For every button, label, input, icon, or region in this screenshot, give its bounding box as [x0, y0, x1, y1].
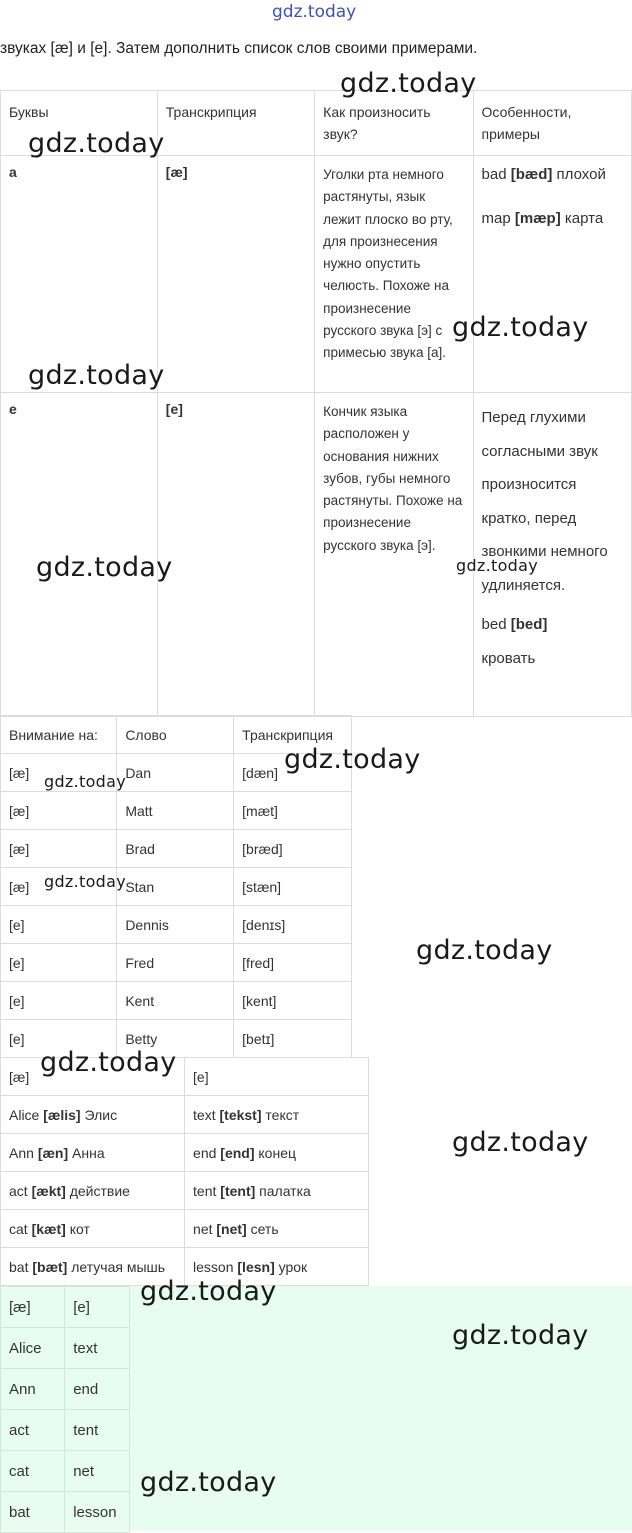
table-cell: net [193, 1220, 213, 1237]
watermark: gdz.today [28, 128, 165, 159]
row-letter: a [9, 164, 17, 180]
row-examples [474, 156, 631, 238]
header-word: Слово [125, 726, 167, 743]
table-cell: сеть [250, 1220, 279, 1237]
table-cell: кот [69, 1220, 90, 1237]
table-cell: Dennis [125, 916, 169, 933]
table-cell: Matt [125, 802, 153, 819]
table-cell: [æ] [9, 764, 30, 781]
watermark: gdz.today [40, 1047, 177, 1078]
watermark: gdz.today [140, 1467, 277, 1498]
header-transcription: Транскрипция [242, 726, 333, 743]
header-e: [e] [73, 1298, 90, 1316]
table-cell: конец [258, 1144, 296, 1161]
table-cell: летучая мышь [71, 1258, 166, 1275]
table-cell: act [9, 1421, 30, 1439]
table-row [1, 830, 352, 868]
row-description: Кончик языка расположен у основания нижних зубов, губы немного растянуты. Похоже на произнесение русского звука [э]. [323, 404, 463, 553]
example-line [482, 608, 623, 642]
row-letter: e [9, 401, 17, 417]
watermark: gdz.today [416, 935, 553, 966]
top-watermark: gdz.today [272, 2, 357, 22]
example-line [482, 158, 623, 192]
table-cell: урок [278, 1258, 308, 1275]
watermark: gdz.today [456, 556, 538, 575]
table-cell: [denɪs] [242, 916, 286, 933]
example-line [482, 202, 623, 236]
table-cell: [mæt] [242, 802, 278, 819]
table-cell: text [193, 1106, 216, 1123]
table-cell: [stæn] [242, 878, 282, 895]
header-attention: Внимание на: [9, 726, 98, 743]
watermark: gdz.today [452, 1127, 589, 1158]
table-row [1, 1451, 130, 1492]
examples-table [0, 1057, 369, 1286]
header-ae: [æ] [9, 1068, 30, 1085]
table-cell: палатка [259, 1182, 311, 1199]
words-table [0, 1286, 130, 1533]
table-cell: Stan [125, 878, 155, 895]
watermark: gdz.today [36, 552, 173, 583]
table-cell: [e] [9, 992, 25, 1009]
table-cell: [e] [9, 1030, 25, 1047]
row-features [474, 393, 631, 683]
table-cell: [ælis] [43, 1106, 81, 1123]
features-text: Перед глухими согласными звук произносится кратко, перед звонкими немного удлиняется. [481, 409, 608, 594]
table-cell: [e] [9, 954, 25, 971]
header-features: Особенности, примеры [481, 104, 572, 142]
row-transcription: [æ] [165, 164, 188, 180]
table-row [1, 1328, 130, 1369]
table-row [1, 1096, 369, 1134]
table-cell: act [9, 1182, 28, 1199]
table-row [1, 1134, 369, 1172]
table-cell: [end] [220, 1144, 255, 1161]
table-cell: [bæd] [510, 166, 553, 183]
table-cell: bat [9, 1503, 30, 1521]
table-row [1, 156, 632, 393]
header-ae: [æ] [9, 1298, 31, 1316]
example-meaning: кровать [481, 649, 536, 667]
table-cell: net [73, 1462, 95, 1480]
watermark: gdz.today [28, 360, 165, 391]
table-cell: [bræd] [242, 840, 283, 857]
table-cell: Анна [72, 1144, 105, 1161]
watermark: gdz.today [340, 68, 477, 99]
watermark: gdz.today [284, 744, 421, 775]
table-header-row [1, 1287, 130, 1328]
table-row [1, 982, 352, 1020]
table-row [1, 906, 352, 944]
table-cell: [dæn] [242, 764, 278, 781]
table-cell: [kent] [242, 992, 277, 1009]
header-letters: Буквы [9, 104, 49, 120]
table-row [1, 944, 352, 982]
table-cell: [æ] [9, 878, 30, 895]
table-cell: bat [9, 1258, 29, 1275]
intro-text: звуках [æ] и [e]. Затем дополнить список слов своими примерами. [0, 40, 478, 57]
table-cell: [net] [216, 1220, 247, 1237]
table-row [1, 1492, 130, 1533]
table-cell: [æ] [9, 802, 30, 819]
table-cell: [bed] [510, 616, 548, 633]
table-cell: [lesn] [237, 1258, 275, 1275]
header-transcription: Транскрипция [165, 104, 257, 120]
table-cell: плохой [556, 166, 606, 183]
table-cell: bad [481, 166, 507, 183]
table-cell: Kent [125, 992, 155, 1009]
table-cell: end [193, 1144, 217, 1161]
table-cell: Fred [125, 954, 155, 971]
table-cell: [mæp] [514, 210, 561, 227]
watermark: gdz.today [452, 1320, 589, 1351]
table-cell: [ækt] [31, 1182, 66, 1199]
header-e: [e] [193, 1068, 209, 1085]
table-cell: [kæt] [31, 1220, 66, 1237]
table-cell: lesson [193, 1258, 234, 1275]
table-cell: [fred] [242, 954, 275, 971]
table-cell: [bæt] [32, 1258, 68, 1275]
table-cell: tent [73, 1421, 99, 1439]
table-cell: map [481, 210, 511, 227]
table-cell: tent [193, 1182, 217, 1199]
header-pronounce: Как произносить звук? [323, 104, 431, 142]
table-cell: Alice [9, 1106, 40, 1123]
watermark: gdz.today [140, 1276, 277, 1307]
table-cell: lesson [73, 1503, 117, 1521]
watermark: gdz.today [452, 312, 589, 343]
table-row [1, 792, 352, 830]
table-cell: [betɪ] [242, 1030, 275, 1047]
table-row [1, 1172, 369, 1210]
table-cell: [tekst] [219, 1106, 262, 1123]
table-cell: Ann [9, 1380, 36, 1398]
table-cell: cat [9, 1462, 30, 1480]
table-cell: карта [564, 210, 604, 227]
watermark: gdz.today [44, 872, 126, 891]
table-cell: Alice [9, 1339, 42, 1357]
watermark: gdz.today [44, 772, 126, 791]
table-cell: bed [481, 616, 507, 633]
row-description: Уголки рта немного растянуты, язык лежит плоско во рту, для произнесения нужно опустить челюсть. Похоже на произнесение русского звука [э] с примесью звука [а]. [323, 167, 453, 361]
table-cell: Ann [9, 1144, 34, 1161]
sounds-table [0, 90, 632, 717]
table-cell: end [73, 1380, 99, 1398]
table-cell: текст [265, 1106, 300, 1123]
table-cell: [e] [9, 916, 25, 933]
table-cell: Betty [125, 1030, 158, 1047]
table-cell: действие [69, 1182, 130, 1199]
table-cell: text [73, 1339, 98, 1357]
row-transcription: [e] [165, 401, 183, 417]
table-row [1, 1210, 369, 1248]
table-cell: Dan [125, 764, 151, 781]
table-cell: [tent] [220, 1182, 256, 1199]
table-row [1, 1410, 130, 1451]
table-cell: [æn] [37, 1144, 69, 1161]
table-cell: cat [9, 1220, 28, 1237]
table-cell: Элис [84, 1106, 118, 1123]
table-cell: Brad [125, 840, 155, 857]
table-row [1, 1369, 130, 1410]
table-cell: [æ] [9, 840, 30, 857]
